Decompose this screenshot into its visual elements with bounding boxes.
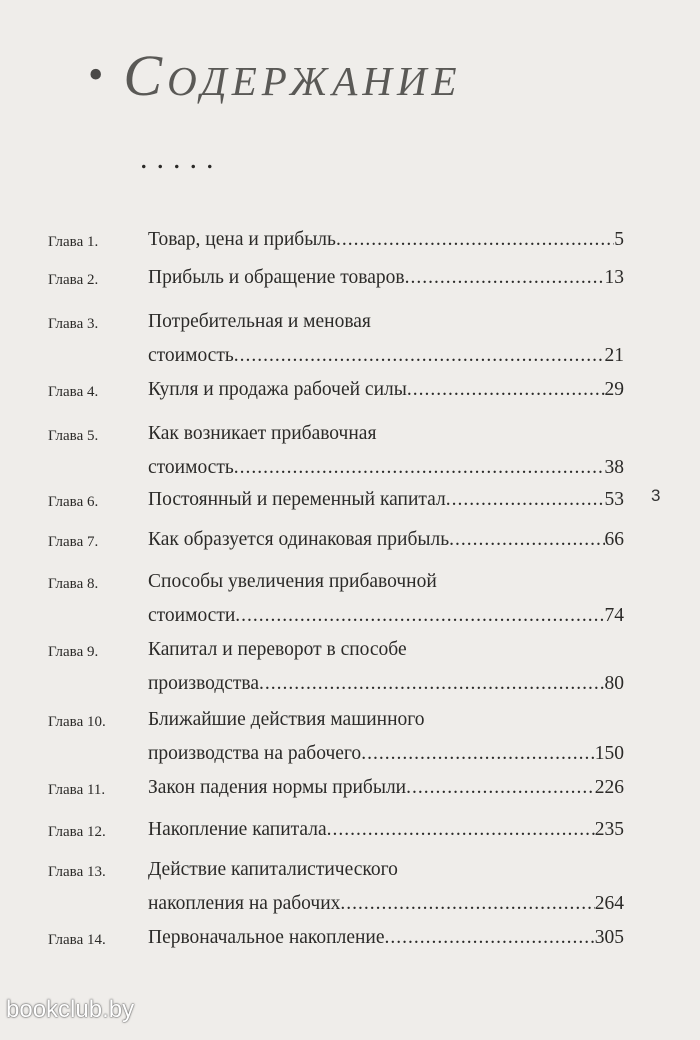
chapter-label: Глава 10. <box>48 714 106 730</box>
toc-line <box>148 488 624 512</box>
chapter-title: Первоначальное накопление <box>148 927 385 948</box>
chapter-label: Глава 3. <box>48 316 99 332</box>
page-title: Содержание <box>123 42 462 108</box>
chapter-title: Накопление капитала <box>148 819 327 840</box>
page-ref: 80 <box>604 673 624 694</box>
chapter-label: Глава 8. <box>48 576 99 592</box>
toc-line <box>148 570 624 594</box>
dot-leader <box>234 456 605 480</box>
toc-line <box>148 638 624 662</box>
chapter-title: Капитал и переворот в способе <box>148 639 407 660</box>
chapter-title: Как возникает прибавочная <box>148 423 377 444</box>
chapter-title: стоимость <box>148 345 234 366</box>
toc-line <box>148 672 624 696</box>
dot-leader <box>407 378 605 402</box>
chapter-title: Товар, цена и прибыль <box>148 229 336 250</box>
dot-leader <box>406 776 595 800</box>
toc-line <box>148 926 624 950</box>
chapter-label: Глава 14. <box>48 932 106 948</box>
page-ref: 21 <box>604 345 624 366</box>
ornament-dots: ..... <box>140 142 223 175</box>
page-ref: 66 <box>604 529 624 550</box>
chapter-title: Действие капиталистического <box>148 859 398 880</box>
page-ref: 235 <box>594 819 624 840</box>
chapter-title: стоимость <box>148 457 234 478</box>
chapter-title: Потребительная и меновая <box>148 311 371 332</box>
chapter-label: Глава 2. <box>48 272 99 288</box>
toc-line <box>148 422 624 446</box>
chapter-title: накопления на рабочих <box>148 893 341 914</box>
page-ref: 38 <box>604 457 624 478</box>
chapter-label: Глава 5. <box>48 428 99 444</box>
toc-line <box>148 310 624 334</box>
bullet-icon: • <box>88 50 104 99</box>
toc-line <box>148 892 624 916</box>
dot-leader <box>361 742 595 766</box>
chapter-label: Глава 11. <box>48 782 106 798</box>
chapter-title: Купля и продажа рабочей силы <box>148 379 407 400</box>
page-ref: 5 <box>614 229 624 250</box>
page-ref: 53 <box>604 489 624 510</box>
page-ref: 264 <box>594 893 624 914</box>
chapter-label: Глава 6. <box>48 494 99 510</box>
chapter-label: Глава 12. <box>48 824 106 840</box>
chapter-label: Глава 7. <box>48 534 99 550</box>
dot-leader <box>234 344 605 368</box>
chapter-title: производства <box>148 673 260 694</box>
toc-line <box>148 528 624 552</box>
dot-leader <box>235 604 604 628</box>
chapter-label: Глава 1. <box>48 234 99 250</box>
chapter-title: Закон падения нормы прибыли <box>148 777 407 798</box>
chapter-title: Как образуется одинаковая прибыль <box>148 529 450 550</box>
toc-line <box>148 228 624 252</box>
toc-line <box>148 776 624 800</box>
heading-row <box>88 30 462 120</box>
chapter-label: Глава 13. <box>48 864 106 880</box>
dot-leader <box>340 892 594 916</box>
page-ref: 226 <box>594 777 624 798</box>
toc-line <box>148 708 624 732</box>
page-ref: 150 <box>594 743 624 764</box>
chapter-title: производства на рабочего <box>148 743 362 764</box>
page-ref: 305 <box>594 927 624 948</box>
dot-leader <box>385 926 595 950</box>
toc-line <box>148 344 624 368</box>
dot-leader <box>327 818 595 842</box>
toc-line <box>148 604 624 628</box>
chapter-label: Глава 9. <box>48 644 99 660</box>
dot-leader <box>405 266 605 290</box>
chapter-title: Способы увеличения прибавочной <box>148 571 437 592</box>
toc-line <box>148 378 624 402</box>
page-ref: 74 <box>604 605 624 626</box>
chapter-title: стоимости <box>148 605 236 626</box>
page-ref: 13 <box>604 267 624 288</box>
chapter-title: Постоянный и переменный капитал <box>148 489 446 510</box>
chapter-title: Ближайшие действия машинного <box>148 709 425 730</box>
dot-leader <box>336 228 614 252</box>
page-ref: 29 <box>604 379 624 400</box>
dot-leader <box>446 488 605 512</box>
toc-line <box>148 456 624 480</box>
dot-leader <box>449 528 604 552</box>
watermark-logo: bookclub.by <box>6 996 135 1023</box>
page-number: 3 <box>651 486 661 505</box>
toc-line <box>148 818 624 842</box>
toc-line <box>148 742 624 766</box>
toc-line <box>148 266 624 290</box>
dot-leader <box>259 672 604 696</box>
chapter-title: Прибыль и обращение товаров <box>148 267 405 288</box>
toc-line <box>148 858 624 882</box>
chapter-label: Глава 4. <box>48 384 99 400</box>
